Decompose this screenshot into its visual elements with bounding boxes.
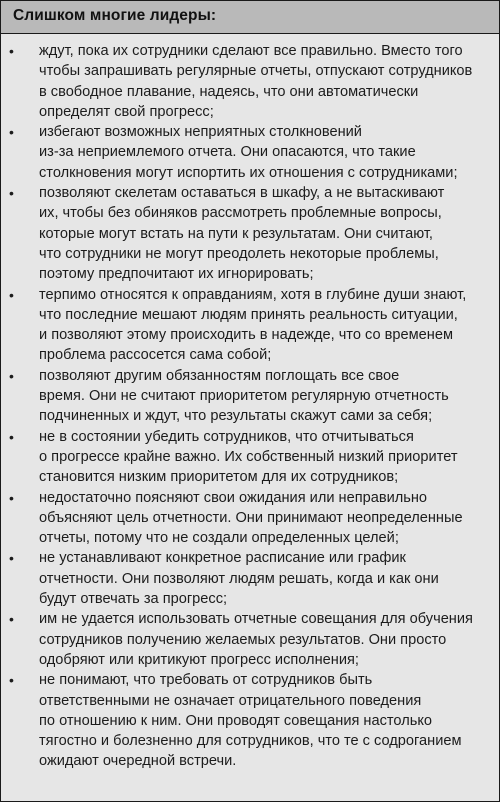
list-item-line: отчеты, потому что не создали определенных целей;	[39, 530, 399, 547]
bullet-icon: •	[9, 185, 14, 202]
list-item-line: позволяют скелетам оставаться в шкафу, а не вытаскивают	[39, 185, 445, 202]
bullet-icon: •	[9, 43, 14, 59]
list-item-line: которые могут встать на пути к результатам. Они считают,	[39, 225, 433, 242]
list-item-line: ответственными не означает отрицательного поведения	[39, 692, 422, 709]
list-item-line: о прогрессе крайне важно. Их собственный низкий приоритет	[39, 448, 458, 465]
list-item-line: их, чтобы без обиняков рассмотреть проблемные вопросы,	[39, 205, 442, 222]
list-item-line: им не удается использовать отчетные совещания для обучения	[39, 611, 473, 628]
box-title: Слишком многие лидеры:	[1, 1, 499, 34]
list-item-line: будут отвечать за прогресс;	[39, 591, 228, 608]
list-item-line: в свободное плавание, надеясь, что они автоматически	[39, 83, 419, 100]
list-item-line: не понимают, что требовать от сотрудников быть	[39, 672, 373, 689]
list-item-line: недостаточно поясняют свои ожидания или неправильно	[39, 489, 428, 506]
list-item-line: из-за неприемлемого отчета. Они опасаются, что такие	[39, 144, 416, 161]
list-item-line: сотрудников получению желаемых результатов. Они просто	[39, 631, 447, 648]
list-item-line: позволяют другим обязанностям поглощать все свое	[39, 367, 400, 384]
list-item	[1, 183, 499, 284]
list-item	[1, 366, 499, 427]
list-item-line: поэтому предпочитают их игнорировать;	[39, 266, 314, 283]
bullet-icon: •	[9, 367, 14, 384]
bullet-icon: •	[9, 489, 14, 506]
list-item-line: что последние мешают людям принять реальность ситуации,	[39, 306, 458, 323]
bullet-icon: •	[9, 611, 14, 628]
list-item-line: подчиненных и ждут, что результаты скажут сами за себя;	[39, 408, 433, 425]
list-item-line: по отношению к ним. Они проводят совещания настолько	[39, 712, 432, 729]
list-item	[1, 427, 499, 488]
list-item-line: столкновения могут испортить их отношения с сотрудниками;	[39, 164, 458, 181]
list-item-line: и позволяют этому происходить в надежде, что со временем	[39, 327, 453, 344]
list-item-line: отчетности. Они позволяют людям решать, когда и как они	[39, 570, 439, 587]
list-item-line: терпимо относятся к оправданиям, хотя в глубине души знают,	[39, 286, 467, 303]
list-item-line: одобряют или критикуют прогресс исполнения;	[39, 651, 359, 668]
list-item	[1, 488, 499, 549]
list-item	[1, 548, 499, 609]
list-item-line: объясняют цель отчетности. Они принимают неопределенные	[39, 509, 463, 526]
bullet-icon: •	[9, 672, 14, 689]
list-item	[1, 285, 499, 366]
list-item-line: не в состоянии убедить сотрудников, что отчитываться	[39, 428, 414, 445]
list-item	[1, 41, 499, 122]
list-item-line: что сотрудники не могут преодолеть некоторые проблемы,	[39, 245, 439, 262]
list-item-line: ждут, пока их сотрудники сделают все правильно. Вместо того	[39, 43, 463, 59]
list-item	[1, 609, 499, 670]
list-item-line: ожидают очередной встречи.	[39, 753, 237, 770]
list-item-line: тягостно и болезненно для сотрудников, что те с содроганием	[39, 733, 462, 750]
list-item-line: определят свой прогресс;	[39, 103, 214, 120]
list-item	[1, 122, 499, 183]
list-item	[1, 670, 499, 771]
list-item-line: проблема рассосется сама собой;	[39, 347, 272, 364]
list-item-line: не устанавливают конкретное расписание или график	[39, 550, 406, 567]
bullet-icon: •	[9, 124, 14, 141]
bullet-icon: •	[9, 550, 14, 567]
list-item-line: чтобы запрашивать регулярные отчеты, отпускают сотрудников	[39, 63, 473, 80]
bullet-icon: •	[9, 286, 14, 303]
list-item-line: становится низким приоритетом для их сотрудников;	[39, 469, 399, 486]
list-item-line: избегают возможных неприятных столкновений	[39, 124, 362, 141]
bullet-list	[1, 34, 499, 772]
list-item-line: время. Они не считают приоритетом регулярную отчетность	[39, 388, 449, 405]
bullet-icon: •	[9, 428, 14, 445]
